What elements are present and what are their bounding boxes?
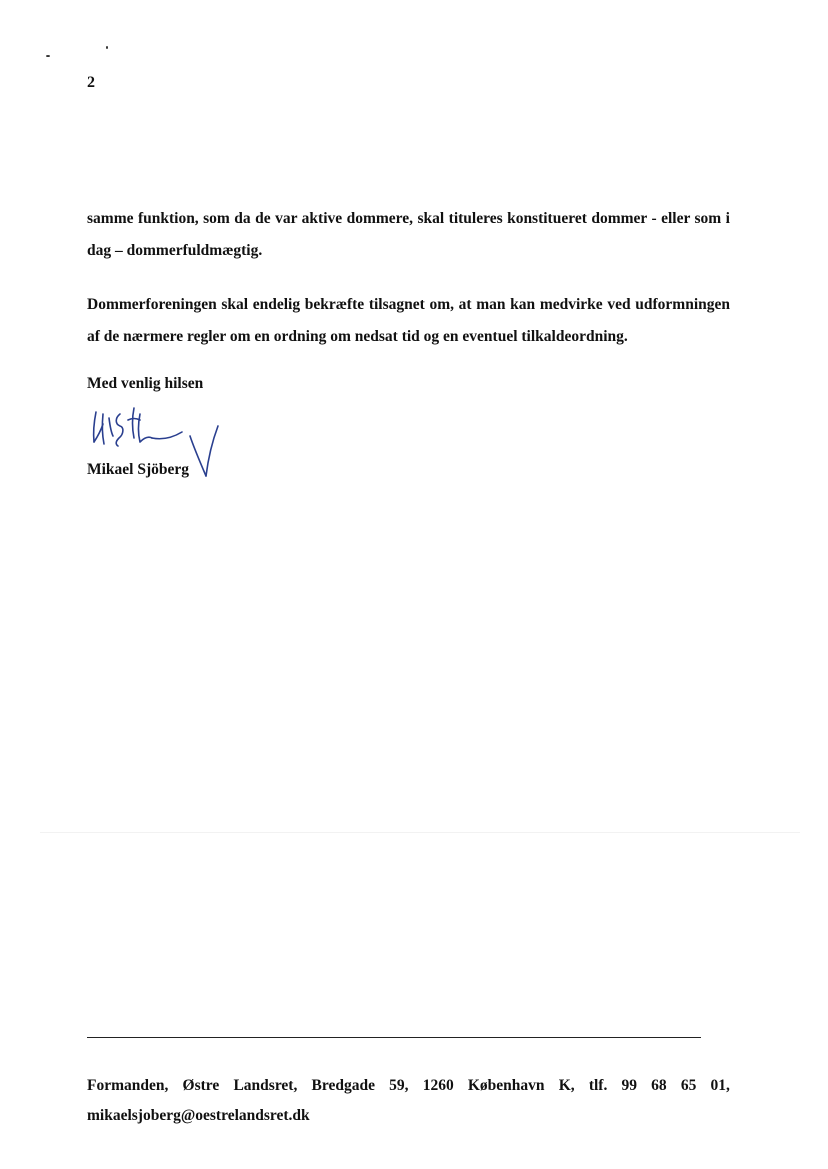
footer-word: 01, (710, 1077, 730, 1094)
footer-word: 99 (621, 1077, 637, 1094)
scan-speck (46, 55, 50, 57)
closing-salutation: Med venlig hilsen (87, 375, 204, 392)
footer-email: mikaelsjoberg@oestrelandsret.dk (87, 1107, 310, 1124)
footer-word: 1260 (422, 1077, 454, 1094)
scan-artifact-line (40, 832, 800, 833)
scan-speck (106, 46, 108, 49)
body-paragraph: samme funktion, som da de var aktive dommere, skal tituleres konstitueret dommer - eller som i dag – dommerfuldmægtig. (87, 210, 730, 259)
footer-divider (87, 1037, 701, 1038)
footer-word: Formanden, (87, 1077, 169, 1094)
footer-word: 65 (680, 1077, 697, 1094)
signer-name: Mikael Sjöberg (87, 461, 190, 478)
footer-word: Bredgade (311, 1077, 375, 1094)
footer-address-line (87, 1071, 730, 1101)
footer-word: tlf. (588, 1077, 608, 1094)
footer-word: 59, (389, 1077, 409, 1094)
page-number: 2 (87, 74, 95, 91)
footer-word: Landsret, (233, 1077, 298, 1094)
footer-word: Østre (182, 1077, 220, 1094)
footer (87, 1071, 730, 1131)
footer-word: K, (558, 1077, 575, 1094)
footer-word: København (467, 1077, 545, 1094)
body-paragraph: Dommerforeningen skal endelig bekræfte tilsagnet om, at man kan medvirke ved udformningen af de nærmere regler om en ordning om nedsat tid og en eventuel tilkaldeordning. (87, 296, 730, 345)
footer-word: 68 (651, 1077, 667, 1094)
